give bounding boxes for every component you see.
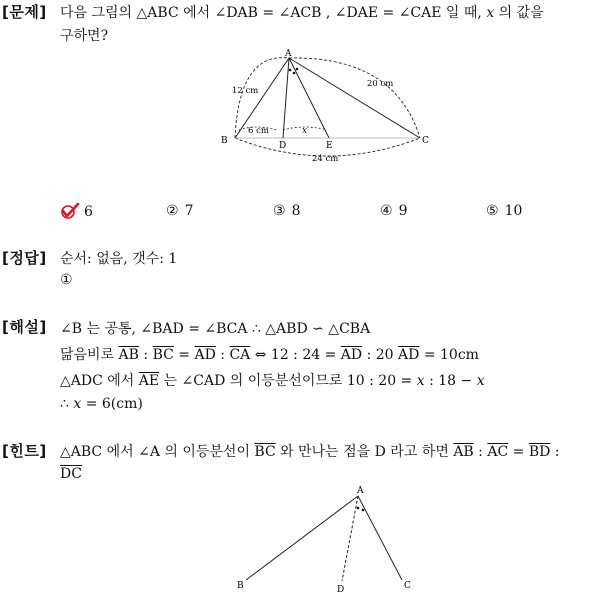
checkmark-icon: [60, 203, 80, 219]
fig1-length-bd: 6 cm: [248, 126, 269, 136]
fig1-label-e: E: [326, 141, 333, 151]
choice-3[interactable]: [273, 203, 300, 219]
fig1-label-c: C: [422, 136, 429, 146]
choice-2-value: 7: [184, 203, 194, 219]
choice-4-number: ④: [380, 203, 393, 219]
text: △ADC 에서: [60, 373, 139, 389]
segment-ad: $\overline{AD}$: [194, 347, 216, 363]
text: :: [473, 444, 488, 460]
choice-3-value: 8: [291, 203, 301, 219]
answer-choice: ①: [60, 272, 73, 288]
segment-ab: $\overline{AB}$: [453, 444, 474, 460]
choice-5-number: ⑤: [486, 203, 499, 219]
segment-ae: $\overline{AE}$: [138, 373, 160, 389]
choice-5-value: 10: [504, 203, 523, 219]
choice-1[interactable]: [60, 203, 93, 220]
choice-4[interactable]: [380, 203, 407, 219]
fig1-label-d: D: [279, 141, 287, 151]
text: 와 만나는 점을 D 라고 하면: [275, 444, 454, 460]
segment-ac: $\overline{AC}$: [487, 444, 509, 460]
problem-text-line2: 구하면?: [60, 28, 109, 44]
fig1-length-ac: 20 cm: [367, 79, 394, 89]
bisector-figure: [232, 482, 422, 593]
fig1-length-ab: 12 cm: [232, 86, 259, 96]
hint-label: [힌트]: [2, 442, 47, 460]
text: =: [508, 444, 529, 460]
segment-dc: $\overline{DC}$: [60, 466, 82, 482]
text: △ABC 에서 ∠A 의 이등분선이: [60, 444, 255, 460]
explanation-line3: [60, 370, 485, 390]
explanation-label: [해설]: [2, 318, 47, 336]
fig2-label-a: A: [357, 486, 364, 496]
explanation-line4: ∴ 𝑥 = 6(cm): [60, 396, 143, 412]
text: 닮음비로: [60, 347, 119, 363]
fig1-label-a: A: [285, 49, 292, 59]
answer-order-count: 순서: 없음, 갯수: 1: [60, 251, 178, 267]
choice-2[interactable]: [166, 203, 193, 219]
fig1-label-b: B: [221, 136, 228, 146]
fig2-label-c: C: [404, 581, 411, 591]
explanation-line1: ∠B 는 공통, ∠BAD = ∠BCA ∴ △ABD ∽ △CBA: [60, 321, 371, 337]
fig2-label-d: D: [337, 585, 345, 593]
text: : 20: [362, 347, 399, 363]
problem-label: [문제]: [2, 3, 47, 21]
text: 는 ∠CAD 의 이등분선이므로 10 : 20 = 𝑥 : 18 − 𝑥: [159, 373, 485, 389]
hint-line2: [60, 466, 82, 482]
choice-5[interactable]: [486, 203, 522, 219]
hint-line1: [60, 441, 560, 461]
segment-ad: $\overline{AD}$: [340, 347, 363, 363]
segment-ca: $\overline{CA}$: [229, 347, 251, 363]
text: ⇔ 12 : 24 =: [250, 347, 341, 363]
triangle-figure: [215, 44, 440, 169]
segment-ad: $\overline{AD}$: [398, 347, 420, 363]
choice-3-number: ③: [273, 203, 286, 219]
fig1-length-de: x: [302, 126, 308, 136]
text: :: [138, 347, 153, 363]
choice-2-number: ②: [166, 203, 179, 219]
segment-bc: $\overline{BC}$: [254, 444, 276, 460]
segment-bd: $\overline{BD}$: [528, 444, 551, 460]
text: =: [173, 347, 195, 363]
explanation-line2: [60, 344, 479, 364]
choice-4-value: 9: [398, 203, 408, 219]
fig2-label-b: B: [237, 581, 244, 591]
text: = 10cm: [419, 347, 479, 363]
text: :: [215, 347, 230, 363]
text: :: [550, 444, 560, 460]
answer-label: [정답]: [2, 249, 47, 267]
choice-1-value: 6: [84, 204, 93, 220]
segment-ab: $\overline{AB}$: [118, 347, 139, 363]
problem-text-line1: 다음 그림의 △ABC 에서 ∠DAB = ∠ACB , ∠DAE = ∠CAE 일 때, 𝑥 의 값을: [60, 5, 544, 21]
fig1-length-bc: 24 cm: [312, 154, 339, 164]
segment-bc: $\overline{BC}$: [152, 347, 174, 363]
